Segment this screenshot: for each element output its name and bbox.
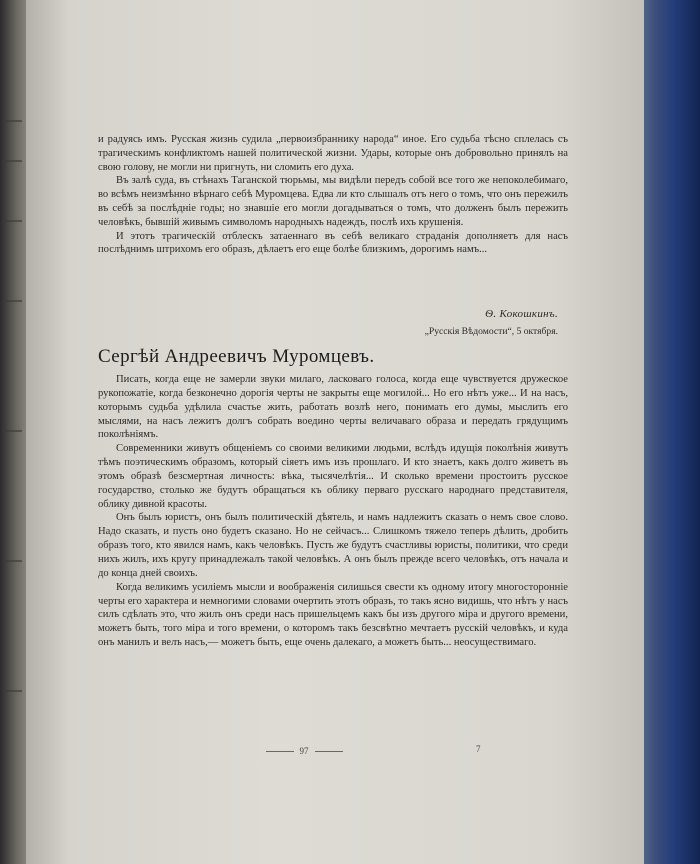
adjacent-text-trace — [2, 220, 22, 222]
intro-text — [98, 133, 568, 257]
adjacent-text-trace — [2, 120, 22, 122]
article-paragraph: Когда великимъ усиліемъ мысли и воображенія силишься свести къ одному итогу многосторонніе черты его характера и немногими словами очертить этотъ образъ, то такъ ясно видишь, что нѣтъ у насъ силъ сдѣлать это, что жилъ онъ среди насъ пришельцемъ какъ бы изъ другого міра и другого времени, можетъ быть, того міра и того времени, о которомъ такъ безсвѣтно мечтаетъ русскій человѣкъ, и куда онъ манилъ и велъ насъ,— можетъ быть, еще очень далекаго, а можетъ быть... неосуществимаго. — [98, 581, 568, 649]
printer-signature-mark: 7 — [476, 744, 481, 754]
article-paragraph: Писать, когда еще не замерли звуки милаго, ласковаго голоса, когда еще чувствуется дружеское рукопожатіе, когда безконечно дорогія черты не закрыты еще могилой... Но его нѣтъ уже... И на насъ, которымъ судьба удѣлила счастье жить, работать возлѣ него, понимать его думы, мыслить его мыслями, на насъ лежитъ долгъ собрать воедино черты величаваго образа и передать грядущимъ поколѣніямъ. — [98, 374, 568, 441]
source-citation: „Русскія Вѣдомости“, 5 октября. — [424, 326, 558, 337]
book-page — [26, 0, 644, 864]
author-signature: Ѳ. Кокошкинъ. — [485, 308, 558, 320]
adjacent-text-trace — [2, 560, 22, 562]
adjacent-text-trace — [2, 430, 22, 432]
book-cover-edge — [640, 0, 700, 864]
footer-rule-right — [315, 751, 343, 752]
adjacent-text-trace — [2, 160, 22, 162]
adjacent-text-trace — [2, 690, 22, 692]
article-heading: Сергѣй Андреевичъ Муромцевъ. — [98, 346, 375, 367]
intro-paragraph: И этотъ трагическій отблескъ затаеннаго въ себѣ великаго страданія дополняетъ для насъ послѣднимъ штрихомъ его образъ, дѣлаетъ его еще болѣе близкимъ, дорогимъ намъ... — [98, 230, 568, 256]
intro-paragraph: Въ залѣ суда, въ стѣнахъ Таганской тюрьмы, мы видѣли передъ собой все того же непоколебимаго, во всѣмъ неизмѣнно вѣрнаго себѣ Муромцева. Едва ли кто слышалъ отъ него о томъ, что онъ пережилъ въ себѣ за послѣдніе годы; но знавшіе его могли догадываться о томъ, что долженъ былъ пережить человѣкъ, бывшій живымъ символомъ народныхъ надеждъ, послѣ ихъ крушенія. — [98, 175, 568, 228]
article-paragraph: Современники живутъ общеніемъ со своими великими людьми, вслѣдъ идущія поколѣнія живутъ тѣмъ поэтическимъ образомъ, который сіяетъ имъ изъ прошлаго. И кто знаетъ, какъ долго живетъ въ этомъ образѣ безсмертная личность: вѣка, тысячелѣтія... И сколько времени простоитъ русское государство, столько же будутъ обращаться къ облику перваго русскаго народнаго представителя, облику дивной красоты. — [98, 443, 568, 510]
page-number: 97 — [299, 746, 309, 756]
intro-paragraph: и радуясь имъ. Русская жизнь судила „первоизбраннику народа“ иное. Его судьба тѣсно сплелась съ трагическимъ конфликтомъ нашей политической жизни. Удары, которые онъ добровольно принялъ на свою голову, не могли ни пригнуть, ни сломить его духа. — [98, 134, 568, 173]
article-paragraph: Онъ былъ юристъ, онъ былъ политическій дѣятель, и намъ надлежитъ сказать о немъ свое слово. Надо сказать, и пусть оно будетъ сказано. Но не сейчасъ... Слишкомъ тяжело теперь дѣлить, дробить образъ того, кто явился намъ, какъ человѣкъ. Пусть же будутъ счастливы юристы, политики, что среди нихъ жилъ, ихъ кругу принадлежалъ такой человѣкъ. А онъ былъ прежде всего человѣкъ, отъ начала и до конца дней своихъ. — [98, 512, 568, 579]
page-number-footer — [244, 746, 364, 756]
adjacent-text-trace — [2, 300, 22, 302]
article-text — [98, 373, 568, 650]
footer-rule-left — [266, 751, 294, 752]
